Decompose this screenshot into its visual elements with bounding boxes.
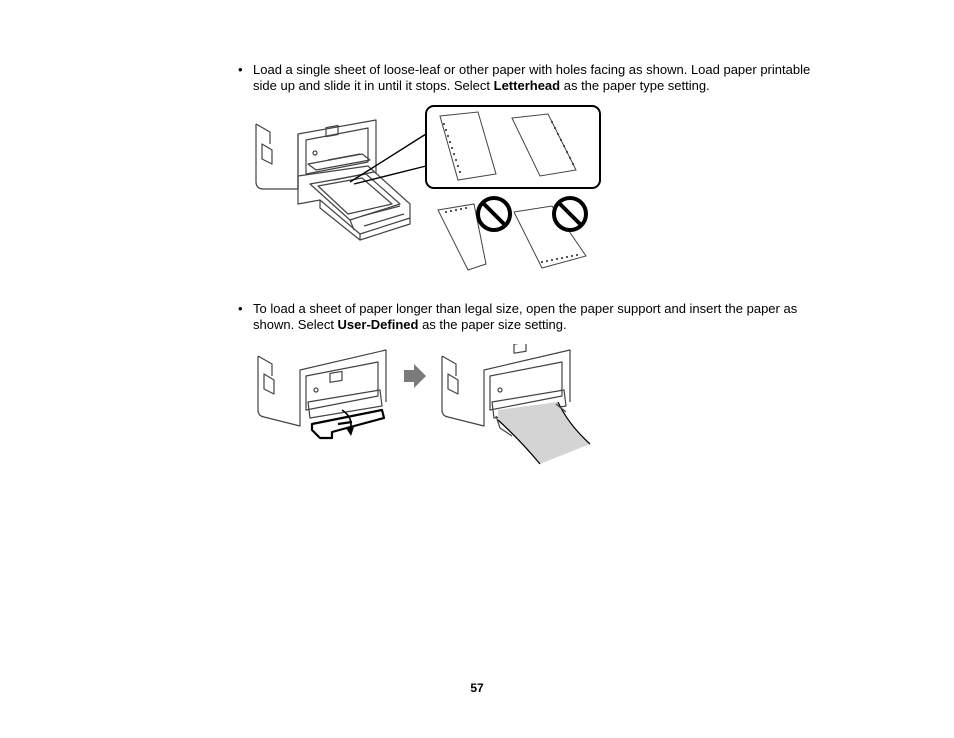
instruction-2-text-a: To load a sheet of paper longer than legal size, open the paper support and insert the paper as shown. Select bbox=[253, 301, 798, 332]
instruction-1-text-b: as the paper type setting. bbox=[560, 78, 710, 93]
bullet-marker-2: • bbox=[238, 301, 243, 316]
prohibited-icon bbox=[478, 198, 510, 230]
loose-leaf-illustration bbox=[250, 104, 606, 276]
instruction-long-paper bbox=[253, 301, 828, 333]
instruction-2-bold: User-Defined bbox=[337, 317, 419, 332]
instruction-1-bold: Letterhead bbox=[493, 78, 561, 93]
long-paper-illustration bbox=[250, 344, 600, 468]
instruction-2-text-b: as the paper size setting. bbox=[418, 317, 567, 332]
page-number: 57 bbox=[470, 681, 484, 695]
open-support-arrowhead-icon bbox=[346, 427, 354, 436]
instruction-loose-leaf bbox=[253, 62, 828, 94]
bullet-marker-1: • bbox=[238, 62, 243, 77]
prohibited-icon bbox=[554, 198, 586, 230]
right-arrow-icon bbox=[404, 364, 426, 388]
instruction-1-text-a: Load a single sheet of loose-leaf or other paper with holes facing as shown. Load paper printable side up and slide it in until it stops. Select bbox=[253, 62, 811, 93]
